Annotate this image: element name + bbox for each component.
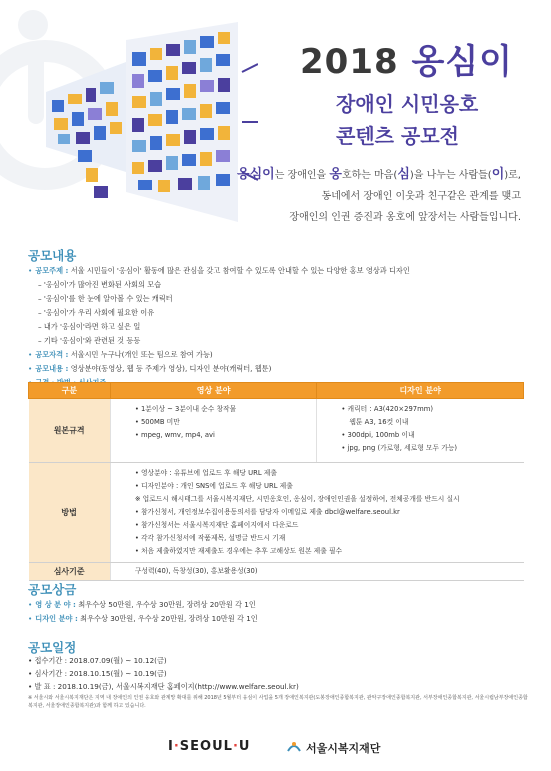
- hero-banner: [0, 0, 551, 232]
- footer-logos: [0, 735, 551, 765]
- tagline: [181, 164, 521, 228]
- list-item: • 처음 제출하였지만 재제출도 경우에는 추후 고해상도 원본 제출 필수: [134, 547, 343, 555]
- footnote: ※ 서울시와 서울시복지재단은 지역 내 장애인의 인권 옹호와 관계망 확대를 위해 2018년 5월부터 옹심이 사업을 5개 장애인복지관(도봉장애인종합복지관, 관악구장애인종합복지관, 서부장애인종합복지관, 서울시립남부장애인종합복지관, 서울장애인종합복지관)과 함께 하고 있습니다.: [28, 695, 528, 709]
- list-item: • mpeg, wmv, mp4, avi: [135, 429, 311, 442]
- table-header-row: [29, 383, 524, 399]
- row-label-method: 방법: [29, 463, 111, 563]
- list-item: – '옹심이'가 많아진 변화된 사회의 모습: [38, 280, 162, 289]
- theme-items: [28, 278, 528, 348]
- list-item: • 각각 참가신청서에 작품제목, 설명글 반드시 기재: [134, 534, 286, 542]
- section-heading-prize: 공모상금: [28, 582, 77, 597]
- section-heading-contents: 공모내용: [28, 248, 77, 263]
- list-item: • 1분이상 ~ 3분이내 순수 창작물: [135, 403, 311, 416]
- contents-block: [28, 264, 528, 390]
- section-heading-schedule: 공모일정: [28, 640, 77, 655]
- list-item: • 300dpi, 100mb 이내: [341, 429, 517, 442]
- tagline-line-1: 옹심이는 장애인을 옹호하는 마음(심)을 나누는 사람들(이)로,: [237, 167, 521, 182]
- list-item: ※ 업로드시 해시태그를 서울시복지재단, 시민옹호인, 옹심이, 장애인인권을 설정하여, 전체공개를 반드시 실시: [134, 495, 460, 503]
- prize-block: [28, 598, 528, 626]
- schedule-block: [28, 654, 528, 693]
- judge-cell: 구성력(40), 독창성(30), 홍보활용성(30): [110, 563, 523, 581]
- field-line: • 공모내용 : 영상분야(동영상, 웹 등 주제가 영상), 디자인 분야(캐릭터, 웹툰): [28, 362, 528, 376]
- design-spec-cell: [317, 399, 524, 463]
- list-item: • 영상분야 : 유튜브에 업로드 후 해당 URL 제출: [134, 469, 277, 477]
- table-row: [29, 399, 524, 463]
- method-cell: [110, 463, 523, 563]
- page-title-year: 2018 옹심이: [300, 42, 514, 82]
- page-subtitle-2: 콘텐츠 공모전: [336, 124, 459, 148]
- prize-video-line: • 영 상 분 야 : 최우수상 50만원, 우수상 30만원, 장려상 20만원 각 1인: [28, 598, 528, 612]
- page-title-name: 옹심이: [411, 42, 514, 82]
- list-item: • 접수기간 : 2018.07.09(월) ~ 10.12(금): [28, 656, 167, 665]
- video-spec-cell: [110, 399, 317, 463]
- tagline-line-3: 장애인의 인권 증진과 옹호에 앞장서는 사람들입니다.: [289, 212, 521, 223]
- list-item: • jpg, png (가로형, 세로형 모두 가능): [341, 442, 517, 455]
- list-item: • 캐릭터 : A3(420×297mm): [341, 403, 517, 416]
- rules-table: [28, 382, 524, 581]
- table-header: 구분: [29, 383, 111, 399]
- list-item: • 디자인분야 : 개인 SNS에 업로드 후 해당 URL 제출: [134, 482, 293, 490]
- list-item: – '옹심이'가 우리 사회에 필요한 이유: [38, 308, 155, 317]
- qualification-line: • 공모자격 : 서울시민 누구나(개인 또는 팀으로 참여 가능): [28, 348, 528, 362]
- prize-design-line: • 디자인 분야 : 최우수상 30만원, 우수상 20만원, 장려상 10만원 각 1인: [28, 612, 528, 626]
- page-subtitle-1: 장애인 시민옹호: [336, 92, 479, 116]
- i-seoul-u-logo: I·SEOUL·U: [168, 739, 251, 754]
- list-item: 웹툰 A3, 16컷 이내: [349, 418, 409, 426]
- table-row: [29, 463, 524, 563]
- list-item: – 기타 '옹심이'와 관련된 것 등등: [38, 336, 141, 345]
- list-item: • 참가신청서는 서울시복지재단 홈페이지에서 다운로드: [134, 521, 299, 529]
- table-row: [29, 563, 524, 581]
- list-item: – 내가 '옹심이'라면 하고 싶은 일: [38, 322, 141, 331]
- list-item: • 심사기간 : 2018.10.15(월) ~ 10.19(금): [28, 669, 167, 678]
- tagline-line-2: 동네에서 장애인 이웃과 친구같은 관계를 맺고: [321, 191, 521, 202]
- theme-line: • 공모주제 : 서울 시민들이 '옹심이' 활동에 많은 관심을 갖고 참여할 수 있도록 안내할 수 있는 다양한 홍보 영상과 디자인: [28, 264, 528, 278]
- table-header: 디자인 분야: [317, 383, 524, 399]
- list-item: • 500MB 미만: [135, 416, 311, 429]
- list-item: – '옹심이'를 한 눈에 알아볼 수 있는 캐릭터: [38, 294, 173, 303]
- row-label-spec: 원본규격: [29, 399, 111, 463]
- row-label-judge: 심사기준: [29, 563, 111, 581]
- list-item: • 발 표 : 2018.10.19(금), 서울시복지재단 홈페이지(http://www.welfare.seoul.kr): [28, 682, 299, 691]
- list-item: • 참가신청서, 개인정보수집이용동의서를 담당자 이메일로 제출 dbcl@welfare.seoul.kr: [134, 508, 400, 516]
- seoul-welfare-foundation-icon: [286, 739, 302, 755]
- seoul-welfare-foundation-logo: 서울시복지재단: [306, 742, 381, 755]
- table-header: 영상 분야: [110, 383, 317, 399]
